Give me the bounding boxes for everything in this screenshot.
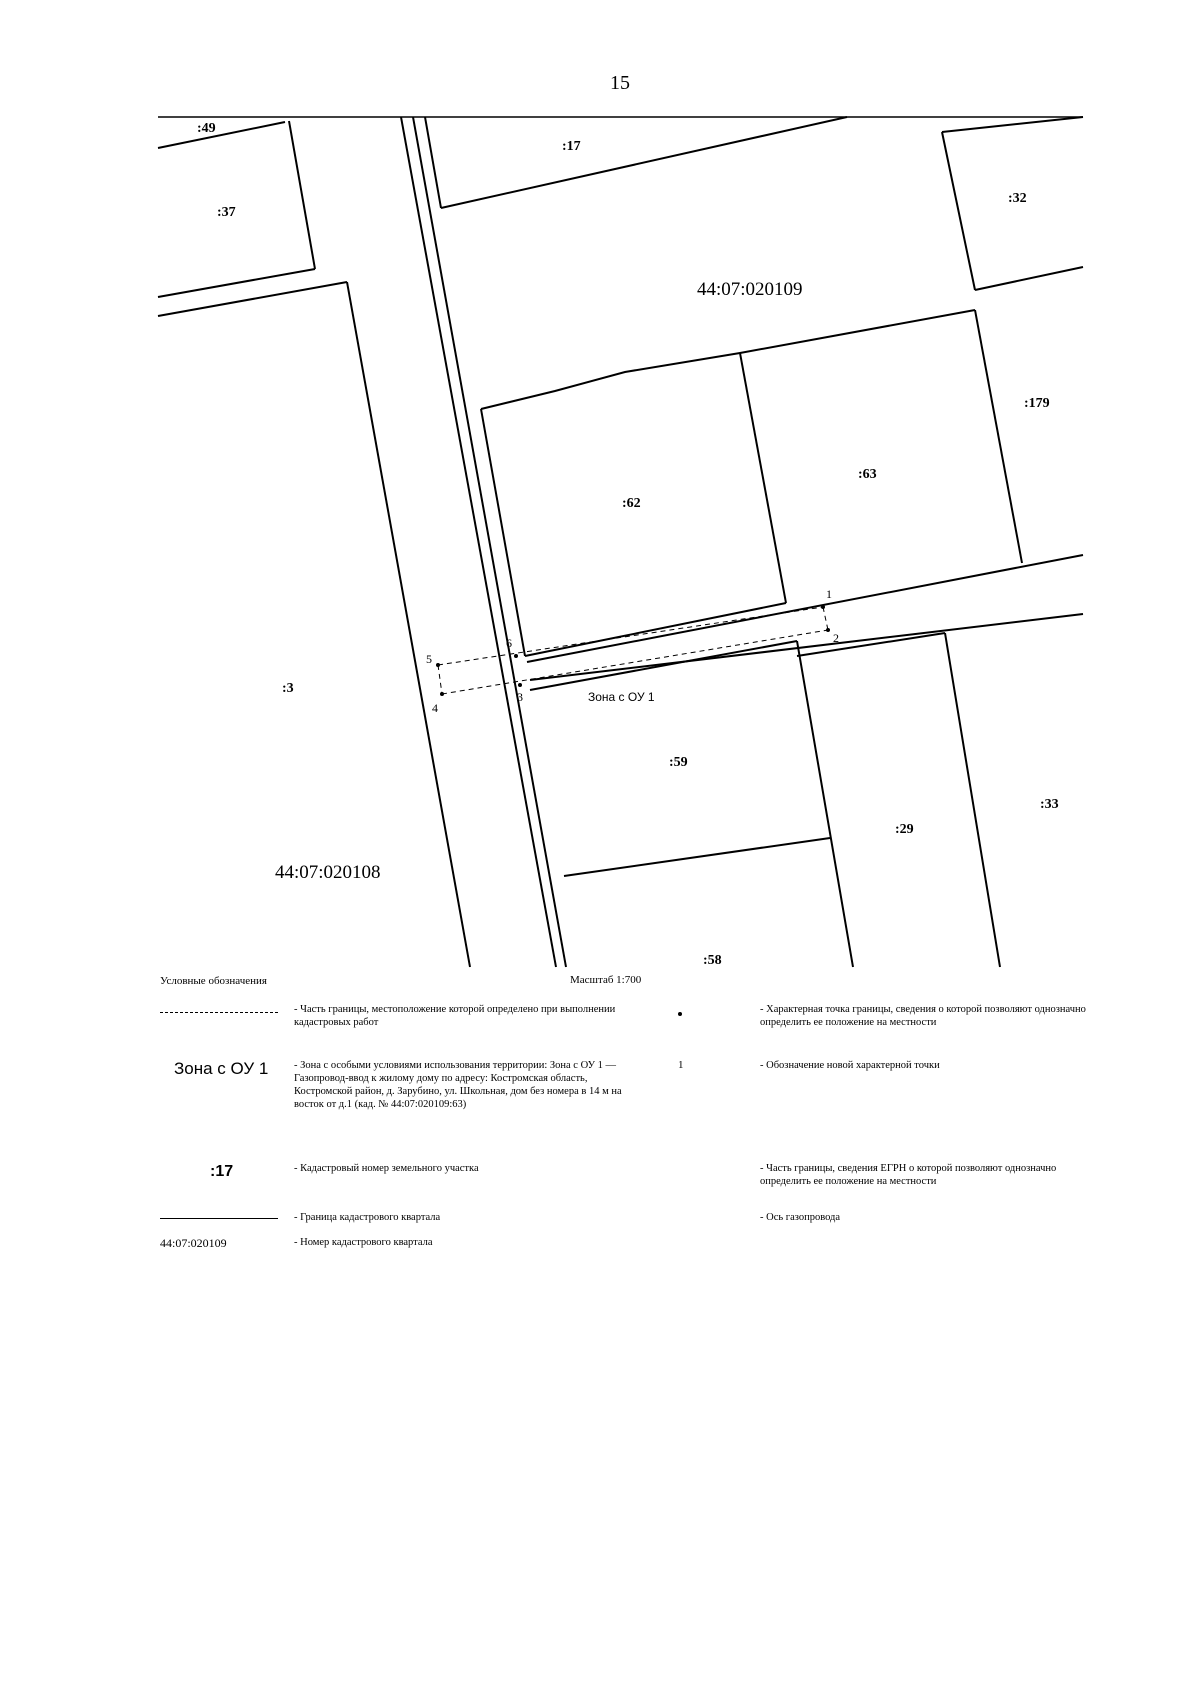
- quarter-label-020109: 44:07:020109: [697, 279, 803, 300]
- legend-symbol-quarter-number: 44:07:020109: [160, 1236, 227, 1250]
- legend-text-new-point: - Обозначение новой характерной точки: [760, 1060, 940, 1071]
- point-label-2: 2: [833, 631, 839, 645]
- legend-symbol-quarter-boundary: [160, 1218, 278, 1219]
- parcel-label-63: :63: [858, 467, 877, 482]
- parcel-label-62: :62: [622, 496, 641, 511]
- legend-symbol-zone: Зона с ОУ 1: [174, 1059, 269, 1078]
- legend-text-point: - Характерная точка границы, сведения о которой позволяют однозначно определить ее положение на местности: [760, 1004, 1086, 1028]
- zone-label: Зона с ОУ 1: [588, 690, 655, 704]
- legend-text-quarter-number: - Номер кадастрового квартала: [294, 1237, 433, 1248]
- point-label-6: 6: [506, 636, 512, 650]
- page-number: 15: [610, 72, 630, 94]
- parcel-boundaries: [158, 117, 1083, 967]
- legend-title: Условные обозначения: [160, 975, 267, 987]
- point-label-3: 3: [517, 690, 523, 704]
- point-label-4: 4: [432, 701, 438, 715]
- legend-symbol-point: [678, 1012, 682, 1016]
- parcel-label-32: :32: [1008, 191, 1027, 206]
- parcel-label-29: :29: [895, 822, 914, 837]
- point-label-1: 1: [826, 587, 832, 601]
- legend-text-survey-boundary: - Часть границы, местоположение которой определено при выполнении кадастровых работ: [294, 1004, 616, 1028]
- legend-symbol-parcel-number: :17: [210, 1163, 234, 1180]
- parcel-label-179: :179: [1024, 396, 1050, 411]
- parcel-label-49: :49: [197, 121, 216, 136]
- legend-symbol-dashed-line: [160, 1012, 278, 1013]
- legend-text-egrn-boundary: - Часть границы, сведения ЕГРН о которой позволяют однозначно определить ее положение на местности: [760, 1163, 1057, 1187]
- parcel-label-17: :17: [562, 139, 581, 154]
- legend-text-quarter-boundary: - Граница кадастрового квартала: [294, 1212, 441, 1223]
- parcel-label-37: :37: [217, 205, 236, 220]
- parcel-label-3: :3: [282, 681, 294, 696]
- legend-text-zone: - Зона с особыми условиями использования территории: Зона с ОУ 1 — Газопровод-ввод к жилому дому по адресу: Костромская область, Костромской район, д. Зарубино, ул. Школьная, дом без номера в 14 м на восток от д.1 (кад. № 44:07:020109:63): [294, 1060, 622, 1110]
- quarter-label-020108: 44:07:020108: [275, 862, 381, 883]
- legend: [160, 975, 1100, 1265]
- parcel-label-58: :58: [703, 953, 722, 968]
- point-label-5: 5: [426, 652, 432, 666]
- legend-text-gas-axis: - Ось газопровода: [760, 1212, 841, 1223]
- parcel-label-59: :59: [669, 755, 688, 770]
- map-scale: Масштаб 1:700: [570, 974, 642, 986]
- parcel-label-33: :33: [1040, 797, 1059, 812]
- legend-symbol-new-point: 1: [678, 1059, 684, 1071]
- legend-text-parcel-number: - Кадастровый номер земельного участка: [294, 1163, 479, 1174]
